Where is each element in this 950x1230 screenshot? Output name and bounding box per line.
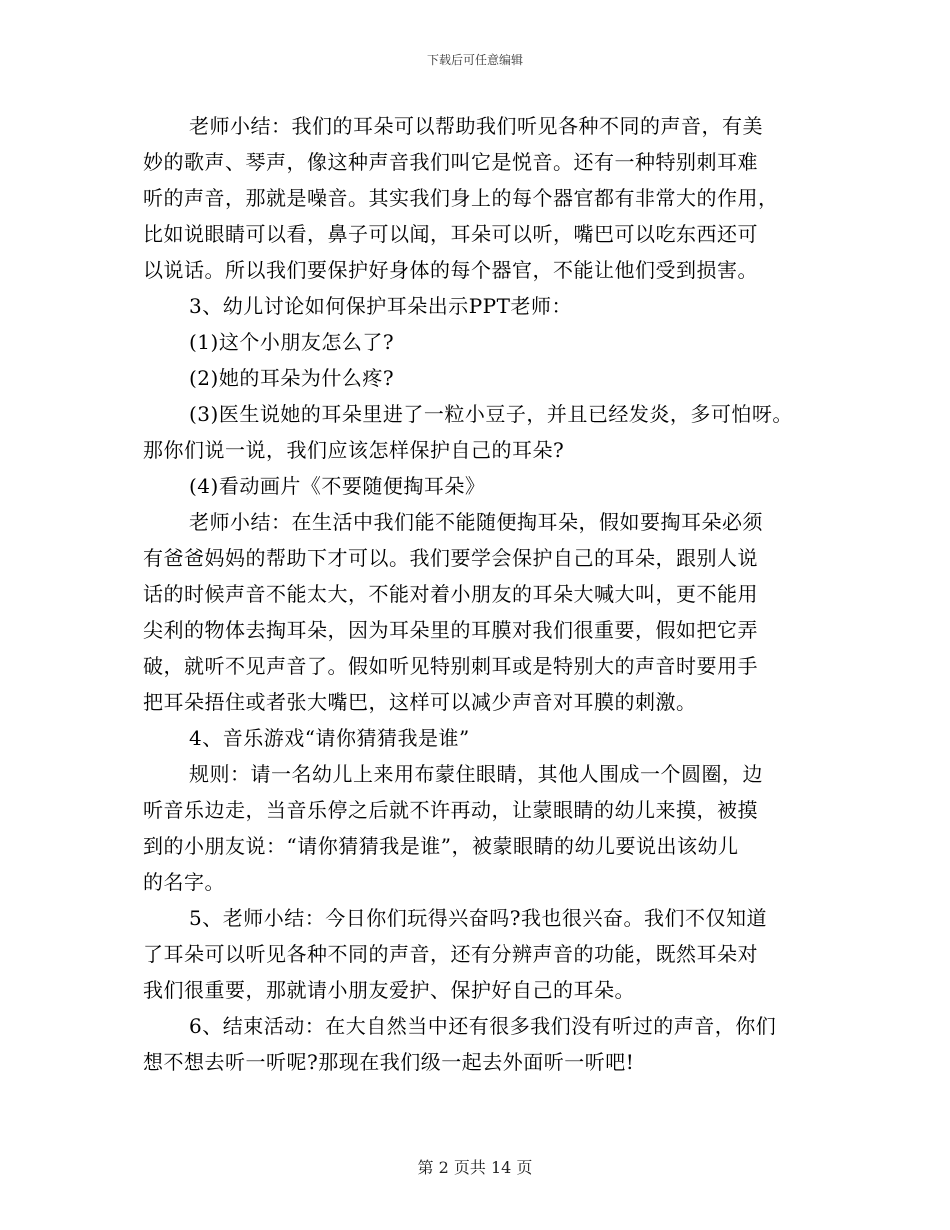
list-item-4: (4)看动画片《不要随便掏耳朵》: [189, 474, 486, 498]
summary-paragraph-line: 听的声音，那就是噪音。其实我们身上的每个器官都有非常大的作用，: [143, 186, 779, 210]
document-body: [143, 108, 823, 1080]
summary-paragraph-line: 以说话。所以我们要保护好身体的每个器官，不能让他们受到损害。: [143, 258, 758, 282]
summary-paragraph-line: 妙的歌声、琴声，像这种声音我们叫它是悦音。还有一种特别刺耳难: [143, 150, 758, 174]
summary-2-paragraph-line: 老师小结：在生活中我们能不能随便掏耳朵，假如要掏耳朵必须: [189, 510, 763, 534]
list-item-3: (3)医生说她的耳朵里进了一粒小豆子，并且已经发炎，多可怕呀。: [189, 402, 793, 426]
rules-paragraph-line: 规则：请一名幼儿上来用布蒙住眼睛，其他人围成一个圆圈，边: [189, 762, 763, 786]
list-item-1: (1)这个小朋友怎么了?: [189, 330, 395, 354]
summary-2-paragraph-line: 把耳朵捂住或者张大嘴巴，这样可以减少声音对耳膜的刺激。: [143, 690, 697, 714]
section-4-heading: 4、音乐游戏“请你猜猜我是谁”: [189, 726, 470, 750]
section-5-paragraph-line: 我们很重要，那就请小朋友爱护、保护好自己的耳朵。: [143, 978, 635, 1002]
summary-paragraph-line: 比如说眼睛可以看，鼻子可以闻，耳朵可以听，嘴巴可以吃东西还可: [143, 222, 758, 246]
summary-paragraph-line: 老师小结：我们的耳朵可以帮助我们听见各种不同的声音，有美: [189, 114, 763, 138]
rules-paragraph-line: 到的小朋友说：“请你猜猜我是谁”，被蒙眼睛的幼儿要说出该幼儿: [143, 834, 739, 858]
section-6-paragraph-line: 想不想去听一听呢?那现在我们级一起去外面听一听吧!: [143, 1050, 635, 1074]
rules-paragraph-line: 的名字。: [143, 870, 225, 894]
summary-2-paragraph-line: 话的时候声音不能太大，不能对着小朋友的耳朵大喊大叫，更不能用: [143, 582, 758, 606]
section-3-heading: 3、幼儿讨论如何保护耳朵出示PPT老师：: [189, 294, 572, 318]
summary-2-paragraph-line: 有爸爸妈妈的帮助下才可以。我们要学会保护自己的耳朵，跟别人说: [143, 546, 758, 570]
page-header: 下载后可任意编辑: [426, 53, 523, 67]
section-5-paragraph-line: 了耳朵可以听见各种不同的声音，还有分辨声音的功能，既然耳朵对: [143, 942, 758, 966]
page-number-footer: 第 2 页共 14 页: [417, 1158, 533, 1177]
list-item-2: (2)她的耳朵为什么疼?: [189, 366, 395, 390]
summary-2-paragraph-line: 尖利的物体去掏耳朵，因为耳朵里的耳膜对我们很重要，假如把它弄: [143, 618, 758, 642]
section-5-paragraph-line: 5、老师小结：今日你们玩得兴奋吗?我也很兴奋。我们不仅知道: [189, 906, 767, 930]
summary-2-paragraph-line: 破，就听不见声音了。假如听见特别刺耳或是特别大的声音时要用手: [143, 654, 758, 678]
list-item-3-continued: 那你们说一说，我们应该怎样保护自己的耳朵?: [143, 438, 565, 462]
section-6-paragraph-line: 6、结束活动：在大自然当中还有很多我们没有听过的声音，你们: [189, 1014, 777, 1038]
rules-paragraph-line: 听音乐边走，当音乐停之后就不许再动，让蒙眼睛的幼儿来摸，被摸: [143, 798, 758, 822]
